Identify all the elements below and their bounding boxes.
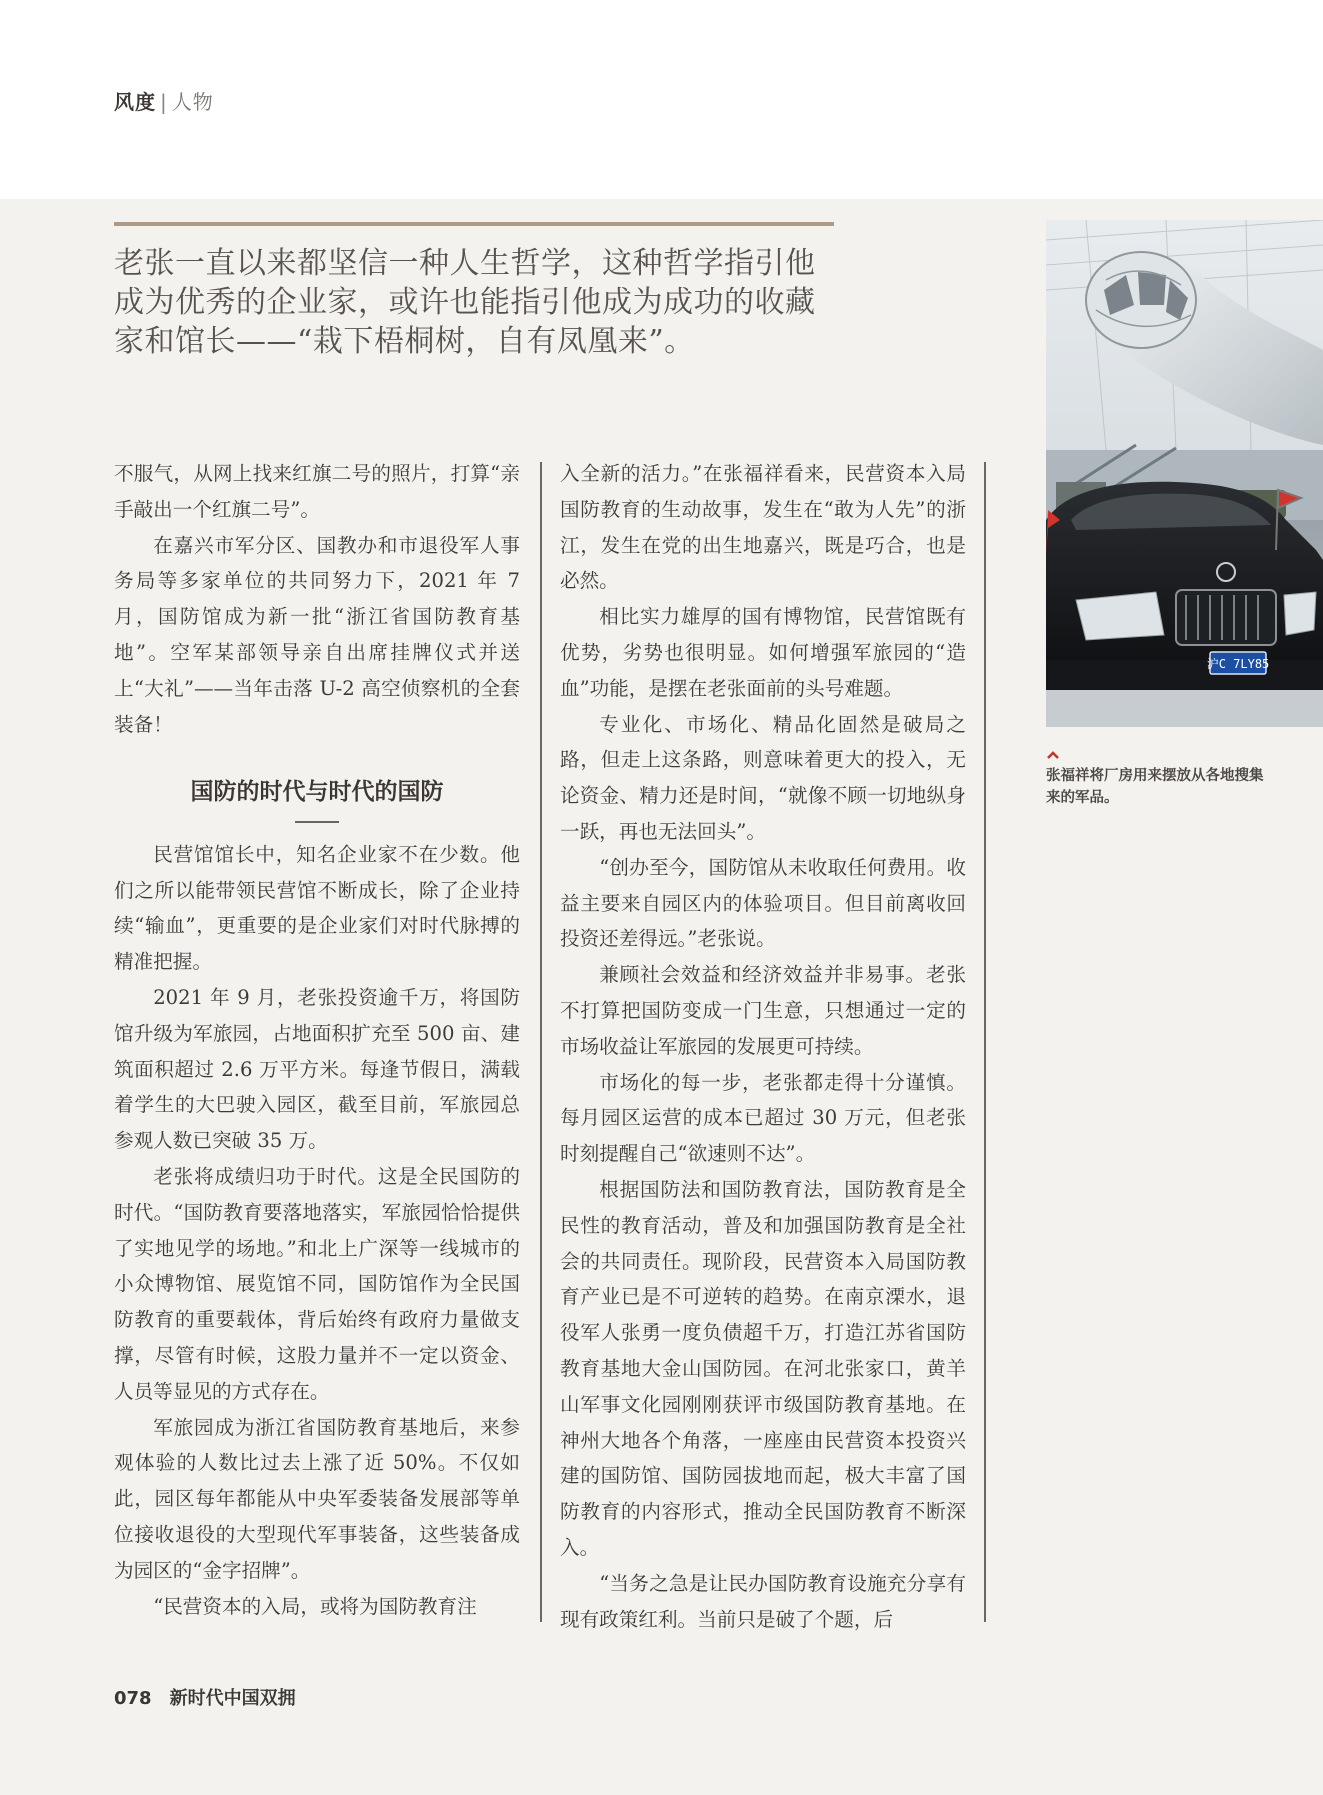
section-heading: 国防的时代与时代的国防 [190, 779, 444, 806]
heading-rule [295, 821, 339, 823]
page-number: 078 [114, 1688, 152, 1709]
paragraph: 2021 年 9 月，老张投资逾千万，将国防馆升级为军旅园，占地面积扩充至 500 亩、建筑面积超过 2.6 万平方米。每逢节假日，满载着学生的大巴驶入园区，截至目前，军旅园总参观人数已突破 35 万。 [114, 986, 520, 1153]
paragraph: 不服气，从网上找来红旗二号的照片，打算“亲手敲出一个红旗二号”。 [114, 462, 520, 521]
page-footer [114, 1684, 296, 1710]
article-column-right [560, 456, 966, 1637]
license-plate-text: 沪C 7LY85 [1206, 657, 1270, 671]
pullquote: 老张一直以来都坚信一种人生哲学，这种哲学指引他成为优秀的企业家，或许也能指引他成为成功的收藏家和馆长——“栽下梧桐树，自有凤凰来”。 [114, 246, 816, 359]
paragraph: “民营资本的入局，或将为国防教育注 [153, 1594, 477, 1618]
paragraph: “当务之急是让民办国防教育设施充分享有现有政策红利。当前只是破了个题，后 [560, 1571, 966, 1631]
paragraph: 军旅园成为浙江省国防教育基地后，来参观体验的人数比过去上涨了近 50%。不仅如此，园区每年都能从中央军委装备发展部等单位接收退役的大型现代军事装备，这些装备成为园区的“金字招牌”。 [114, 1415, 520, 1582]
section-separator: | [160, 90, 168, 114]
publication-name: 新时代中国双拥 [169, 1688, 296, 1709]
page-header [0, 0, 1323, 199]
paragraph: 民营馆馆长中，知名企业家不在少数。他们之所以能带领民营馆不断成长，除了企业持续“输血”，更重要的是企业家们对时代脉搏的精准把握。 [114, 842, 520, 974]
section-label [114, 86, 214, 115]
paragraph: 根据国防法和国防教育法，国防教育是全民性的教育活动，普及和加强国防教育是全社会的共同责任。现阶段，民营资本入局国防教育产业已是不可逆转的趋势。在南京溧水，退役军人张勇一度负债超千万，打造江苏省国防教育基地大金山国防园。在河北张家口，黄羊山军事文化园刚刚获评市级国防教育基地。在神州大地各个角落，一座座由民营资本投资兴建的国防馆、国防园拔地而起，极大丰富了国防教育的内容形式，推动全民国防教育不断深入。 [560, 1177, 966, 1559]
article-column-left [114, 456, 520, 1624]
paragraph: “创办至今，国防馆从未收取任何费用。收益主要来自园区内的体验项目。但目前离收回投资还差得远。”老张说。 [560, 855, 966, 951]
column-divider [540, 462, 542, 1622]
paragraph: 兼顾社会效益和经济效益并非易事。老张不打算把国防变成一门生意，只想通过一定的市场收益让军旅园的发展更可持续。 [560, 963, 966, 1058]
paragraph: 入全新的活力。”在张福祥看来，民营资本入局国防教育的生动故事，发生在“敢为人先”的浙江，发生在党的出生地嘉兴，既是巧合，也是必然。 [560, 462, 966, 593]
paragraph: 相比实力雄厚的国有博物馆，民营馆既有优势，劣势也很明显。如何增强军旅园的“造血”功能，是摆在老张面前的头号难题。 [560, 605, 966, 700]
paragraph: 市场化的每一步，老张都走得十分谨慎。每月园区运营的成本已超过 30 万元，但老张时刻提醒自己“欲速则不达”。 [560, 1070, 966, 1166]
article-photo [1046, 220, 1323, 727]
photo-caption: 张福祥将厂房用来摆放从各地搜集来的军品。 [1046, 768, 1264, 806]
section-name: 风度 [114, 90, 156, 114]
subsection-name: 人物 [171, 90, 214, 114]
caption-arrow-icon [1046, 745, 1060, 764]
paragraph: 老张将成绩归功于时代。这是全民国防的时代。“国防教育要落地落实，军旅园恰恰提供了实地见学的场地。”和北上广深等一线城市的小众博物馆、展览馆不同，国防馆作为全民国防教育的重要载体，背后始终有政府力量做支撑，尽管有时候，这股力量并不一定以资金、人员等显见的方式存在。 [114, 1165, 520, 1403]
pullquote-rule [114, 222, 834, 226]
paragraph: 专业化、市场化、精品化固然是破局之路，但走上这条路，则意味着更大的投入，无论资金、精力还是时间，“就像不顾一切地纵身一跃，再也无法回头”。 [560, 712, 966, 843]
column-divider [984, 462, 986, 1622]
paragraph: 在嘉兴市军分区、国教办和市退役军人事务局等多家单位的共同努力下，2021 年 7 月，国防馆成为新一批“浙江省国防教育基地”。空军某部领导亲自出席挂牌仪式并送上“大礼”——当年击落 U-2 高空侦察机的全套装备！ [114, 533, 520, 736]
